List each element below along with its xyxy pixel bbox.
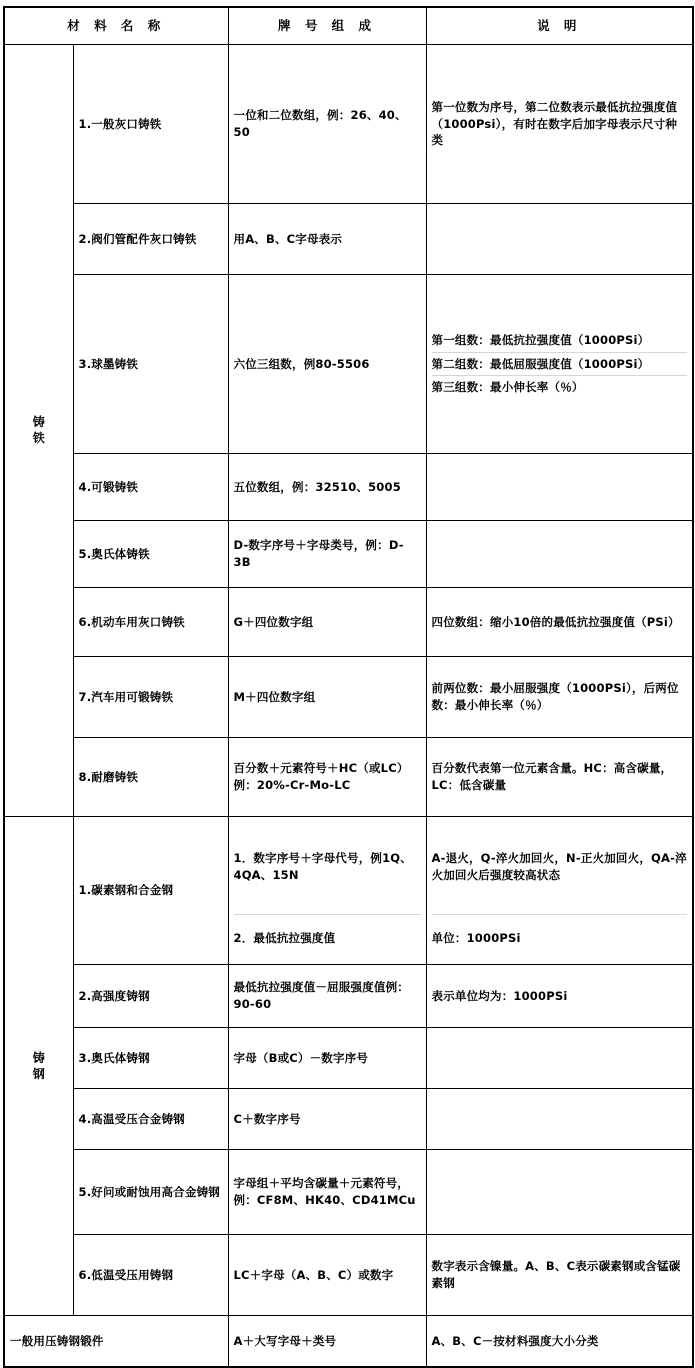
material-name-cell: 一般用压铸钢锻件 bbox=[4, 1316, 228, 1368]
table-row bbox=[4, 45, 693, 204]
grade-code-cell: 百分数＋元素符号＋HC（或LC）例：20%-Cr-Mo-LC bbox=[228, 738, 426, 817]
description-cell: 四位数组：缩小10倍的最低抗拉强度值（PSi） bbox=[426, 588, 693, 657]
table-row bbox=[4, 738, 693, 817]
grade-code-subtable bbox=[234, 820, 421, 961]
table-row bbox=[4, 1089, 693, 1150]
description-part: A-退火，Q-淬火加回火，N-正火加回火，QA-淬火加回火后强度较高状态 bbox=[431, 851, 687, 883]
table-row bbox=[4, 1028, 693, 1089]
category-label-cast-iron: 铸铁 bbox=[32, 415, 45, 446]
description-subtable bbox=[432, 329, 688, 399]
table-header-row bbox=[4, 7, 693, 45]
table-row bbox=[4, 657, 693, 738]
grade-code-cell: C＋数字序号 bbox=[228, 1089, 426, 1150]
table-row-final bbox=[4, 1316, 693, 1368]
material-name-cell: 5.奥氏体铸铁 bbox=[73, 521, 228, 588]
material-name-cell: 5.好问或耐蚀用高合金铸钢 bbox=[73, 1150, 228, 1235]
table-row bbox=[4, 1235, 693, 1316]
material-name-cell: 6.低温受压用铸钢 bbox=[73, 1235, 228, 1316]
description-cell bbox=[426, 1089, 693, 1150]
description-cell-split bbox=[426, 275, 693, 454]
description-cell: 表示单位均为：1000PSi bbox=[426, 965, 693, 1028]
material-name-cell: 2.高强度铸钢 bbox=[73, 965, 228, 1028]
grade-code-cell: A＋大写字母＋类号 bbox=[228, 1316, 426, 1368]
description-cell: 第一位数为序号，第二位数表示最低抗拉强度值（1000Psi），有时在数字后加字母表示尺寸种类 bbox=[426, 45, 693, 204]
description-part: 第一组数：最低抗拉强度值（1000PSi） bbox=[431, 333, 650, 348]
material-name-cell: 1.一般灰口铸铁 bbox=[73, 45, 228, 204]
grade-code-cell: G＋四位数字组 bbox=[228, 588, 426, 657]
category-cell-cast-steel bbox=[4, 817, 73, 1316]
description-cell bbox=[426, 1028, 693, 1089]
material-name-cell: 8.耐磨铸铁 bbox=[73, 738, 228, 817]
description-part: 第二组数：最低屈服强度值（1000PSi） bbox=[432, 352, 688, 376]
description-part: 第三组数：最小伸长率（％） bbox=[432, 376, 688, 399]
table-row bbox=[4, 588, 693, 657]
description-cell: 前两位数：最小屈服强度（1000PSi），后两位数：最小伸长率（％） bbox=[426, 657, 693, 738]
category-label-cast-steel: 铸钢 bbox=[32, 1050, 45, 1081]
description-cell: 数字表示含镍量。A、B、C表示碳素钢或含锰碳素钢 bbox=[426, 1235, 693, 1316]
table-row bbox=[4, 965, 693, 1028]
description-cell bbox=[426, 521, 693, 588]
grade-code-cell: 一位和二位数组，例：26、40、50 bbox=[228, 45, 426, 204]
table-row bbox=[4, 204, 693, 275]
table-row bbox=[4, 1150, 693, 1235]
description-cell bbox=[426, 454, 693, 521]
header-grade-composition: 牌 号 组 成 bbox=[228, 7, 426, 45]
material-name-cell: 3.球墨铸铁 bbox=[73, 275, 228, 454]
material-name-cell: 1.碳素钢和合金钢 bbox=[73, 817, 228, 965]
grade-code-cell: 用A、B、C字母表示 bbox=[228, 204, 426, 275]
material-name-cell: 6.机动车用灰口铸铁 bbox=[73, 588, 228, 657]
material-name-cell: 3.奥氏体铸钢 bbox=[73, 1028, 228, 1089]
category-cell-cast-iron bbox=[4, 45, 73, 817]
header-description: 说 明 bbox=[426, 7, 693, 45]
grade-code-cell: LC＋字母（A、B、C）或数字 bbox=[228, 1235, 426, 1316]
material-grade-table bbox=[3, 6, 694, 1368]
material-name-cell: 4.可锻铸铁 bbox=[73, 454, 228, 521]
grade-code-cell: 六位三组数，例80-5506 bbox=[228, 275, 426, 454]
grade-code-cell: 五位数组，例：32510、5005 bbox=[228, 454, 426, 521]
grade-code-cell: M＋四位数字组 bbox=[228, 657, 426, 738]
grade-code-cell: D-数字序号＋字母类号，例：D-3B bbox=[228, 521, 426, 588]
description-cell: 百分数代表第一位元素含量。HC：高含碳量，LC：低含碳量 bbox=[426, 738, 693, 817]
material-name-cell: 2.阀们管配件灰口铸铁 bbox=[73, 204, 228, 275]
table-row bbox=[4, 454, 693, 521]
grade-code-cell: 字母组＋平均含碳量＋元素符号，例：CF8M、HK40、CD41MCu bbox=[228, 1150, 426, 1235]
table-row bbox=[4, 521, 693, 588]
material-name-cell: 4.高温受压合金铸钢 bbox=[73, 1089, 228, 1150]
description-subtable bbox=[432, 820, 688, 961]
grade-code-part: 2．最低抗拉强度值 bbox=[234, 915, 421, 962]
grade-code-cell-split bbox=[228, 817, 426, 965]
description-cell-split bbox=[426, 817, 693, 965]
description-part: 单位：1000PSi bbox=[432, 915, 688, 962]
header-material-name: 材 料 名 称 bbox=[4, 7, 228, 45]
grade-code-cell: 字母（B或C）－数字序号 bbox=[228, 1028, 426, 1089]
description-cell bbox=[426, 1150, 693, 1235]
table-row bbox=[4, 817, 693, 965]
material-name-cell: 7.汽车用可锻铸铁 bbox=[73, 657, 228, 738]
table-row bbox=[4, 275, 693, 454]
grade-code-part: 1．数字序号＋字母代号，例1Q、4QA、15N bbox=[233, 851, 412, 883]
description-cell: A、B、C－按材料强度大小分类 bbox=[426, 1316, 693, 1368]
description-cell bbox=[426, 204, 693, 275]
grade-code-cell: 最低抗拉强度值－屈服强度值例：90-60 bbox=[228, 965, 426, 1028]
